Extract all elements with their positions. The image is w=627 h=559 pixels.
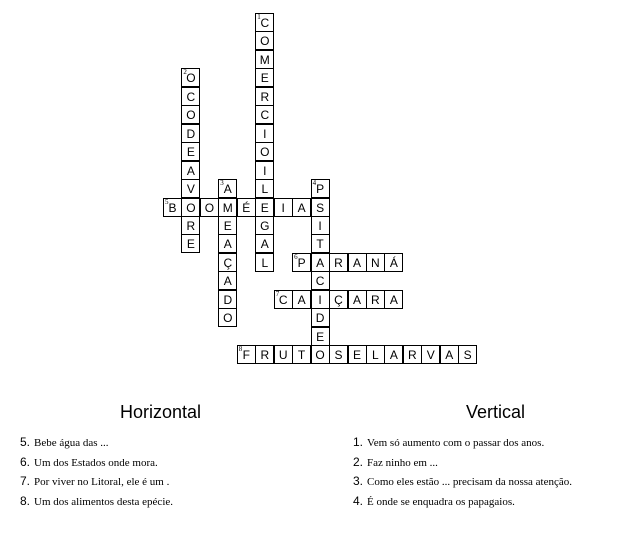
- cell-letter: R: [334, 255, 343, 270]
- clue-number: 1.: [353, 435, 364, 449]
- cell-letter: V: [426, 348, 435, 363]
- clue-item: [353, 453, 572, 473]
- crossword-cell[interactable]: [366, 345, 385, 364]
- cell-letter: A: [223, 237, 232, 252]
- horizontal-clue-list: [20, 433, 173, 511]
- clue-text: Por viver no Litoral, ele é um .: [34, 476, 170, 488]
- crossword-cell[interactable]: [311, 308, 330, 327]
- crossword-cell[interactable]: [255, 216, 274, 235]
- clue-start-number: 3: [220, 179, 224, 187]
- vertical-heading: Vertical: [466, 402, 526, 422]
- clue-start-number: 7: [275, 289, 280, 298]
- crossword-cell[interactable]: [292, 253, 311, 272]
- cell-letter: Á: [389, 255, 398, 270]
- cell-letter: R: [408, 348, 417, 363]
- crossword-cell[interactable]: [255, 142, 274, 161]
- clue-item: [353, 492, 572, 512]
- clue-item: [353, 472, 572, 492]
- cell-letter: A: [186, 163, 195, 178]
- clue-start-number: 4: [312, 179, 317, 187]
- crossword-cell[interactable]: [218, 253, 237, 272]
- crossword-cell[interactable]: [181, 161, 200, 180]
- cell-letter: É: [242, 200, 251, 215]
- horizontal-heading: Horizontal: [120, 402, 202, 422]
- crossword-cell[interactable]: [218, 216, 237, 235]
- cell-letter: L: [261, 255, 269, 270]
- crossword-cell[interactable]: [255, 198, 274, 217]
- crossword-cell[interactable]: [237, 345, 256, 364]
- crossword-cell[interactable]: [311, 345, 330, 364]
- clue-start-number: 6: [294, 252, 298, 261]
- clue-number: 6.: [20, 454, 31, 469]
- cell-letter: T: [297, 348, 306, 363]
- cell-letter: Ç: [223, 255, 233, 270]
- cell-letter: A: [297, 292, 306, 307]
- crossword-cell[interactable]: [255, 179, 274, 198]
- crossword-cell[interactable]: [348, 345, 367, 364]
- crossword-cell[interactable]: [181, 179, 200, 198]
- cell-letter: N: [371, 255, 380, 270]
- cell-letter: A: [352, 255, 361, 270]
- clue-number: 2.: [353, 454, 364, 469]
- vertical-clue-list: [353, 433, 572, 511]
- crossword-cell[interactable]: [311, 271, 330, 290]
- clue-item: [20, 492, 173, 512]
- cell-letter: E: [316, 329, 325, 344]
- clue-start-number: 1: [257, 13, 261, 21]
- crossword-cell[interactable]: [274, 345, 293, 364]
- clue-number: 3.: [353, 474, 364, 488]
- cell-letter: O: [260, 34, 270, 49]
- crossword-cell[interactable]: [255, 345, 274, 364]
- crossword-cell[interactable]: [274, 198, 293, 217]
- crossword-cell[interactable]: [218, 308, 237, 327]
- crossword-cell[interactable]: [274, 290, 293, 309]
- clue-text: Como eles estão ... precisam da nossa atenção.: [367, 476, 572, 488]
- cell-letter: V: [186, 182, 195, 196]
- cell-letter: R: [260, 348, 270, 363]
- cell-letter: I: [281, 200, 285, 215]
- crossword-cell[interactable]: [255, 234, 274, 253]
- clue-number: 5.: [20, 435, 31, 449]
- clue-text: Faz ninho em ...: [367, 456, 438, 469]
- crossword-cell[interactable]: [181, 68, 200, 87]
- cell-letter: M: [259, 52, 270, 67]
- crossword-cell[interactable]: [311, 216, 330, 235]
- cell-letter: S: [334, 348, 343, 363]
- clue-item: [353, 433, 572, 453]
- clue-item: [20, 433, 173, 453]
- crossword-cell[interactable]: [255, 161, 274, 180]
- cell-letter: L: [261, 182, 269, 196]
- crossword-cell[interactable]: [255, 105, 274, 124]
- cell-letter: O: [204, 200, 215, 215]
- crossword-cell[interactable]: [403, 345, 422, 364]
- crossword-cell[interactable]: [311, 290, 330, 309]
- cell-letter: R: [186, 218, 196, 233]
- cell-letter: U: [278, 348, 288, 363]
- crossword-cell[interactable]: [329, 253, 348, 272]
- crossword-cell[interactable]: [311, 327, 330, 346]
- clue-item: [20, 472, 173, 492]
- crossword-cell[interactable]: [458, 345, 477, 364]
- crossword-cell[interactable]: [440, 345, 459, 364]
- cell-letter: O: [186, 200, 196, 215]
- clue-text: Um dos alimentos desta epécie.: [34, 495, 174, 508]
- crossword-cell[interactable]: [366, 290, 385, 309]
- cell-letter: M: [222, 200, 233, 215]
- cell-letter: A: [389, 348, 398, 363]
- clue-item: [20, 453, 173, 473]
- crossword-cell[interactable]: [181, 105, 200, 124]
- clue-text: É onde se enquadra os papagaios.: [367, 495, 515, 508]
- cell-letter: A: [389, 292, 398, 307]
- cell-letter: O: [186, 108, 196, 123]
- crossword-cell[interactable]: [384, 345, 403, 364]
- cell-letter: S: [316, 200, 325, 215]
- cell-letter: I: [263, 126, 267, 141]
- crossword-cell[interactable]: [255, 124, 274, 143]
- cell-letter: E: [223, 218, 232, 233]
- clue-number: 8.: [20, 493, 31, 508]
- cell-letter: O: [315, 348, 325, 363]
- cell-letter: L: [372, 348, 379, 363]
- cell-letter: O: [223, 311, 233, 326]
- cell-letter: R: [260, 89, 270, 104]
- crossword-cell[interactable]: [255, 87, 274, 106]
- cell-letter: A: [297, 200, 306, 215]
- clue-text: Um dos Estados onde mora.: [34, 456, 158, 469]
- crossword-cell[interactable]: [181, 142, 200, 161]
- cell-letter: A: [223, 182, 232, 196]
- crossword-cell[interactable]: [255, 50, 274, 69]
- cell-letter: F: [242, 348, 250, 363]
- crossword-cell[interactable]: [218, 179, 237, 198]
- cell-letter: D: [315, 311, 325, 326]
- cell-letter: I: [263, 163, 267, 178]
- cell-letter: I: [318, 218, 322, 233]
- cell-letter: E: [352, 348, 361, 363]
- cell-letter: B: [168, 200, 177, 215]
- crossword-cell[interactable]: [421, 345, 440, 364]
- cell-letter: P: [297, 255, 306, 270]
- cell-letter: O: [260, 145, 270, 160]
- cell-letter: C: [278, 292, 288, 307]
- crossword-cell[interactable]: [218, 198, 237, 217]
- cell-letter: C: [260, 16, 270, 30]
- crossword-cell[interactable]: [329, 345, 348, 364]
- crossword-cell[interactable]: [311, 179, 330, 198]
- cell-letter: G: [260, 218, 270, 233]
- cell-letter: S: [463, 348, 472, 363]
- crossword-cell[interactable]: [181, 87, 200, 106]
- crossword-cell[interactable]: [384, 253, 403, 272]
- crossword-cell[interactable]: [255, 68, 274, 87]
- cell-letter: O: [186, 71, 196, 86]
- cell-letter: I: [318, 292, 322, 307]
- crossword-cell[interactable]: [348, 253, 367, 272]
- cell-letter: P: [316, 182, 325, 196]
- crossword-cell[interactable]: [181, 234, 200, 253]
- clue-number: 7.: [20, 474, 31, 488]
- crossword-cell[interactable]: [292, 198, 311, 217]
- cell-letter: Ç: [334, 292, 343, 307]
- cell-letter: R: [371, 292, 380, 307]
- crossword-cell[interactable]: [181, 124, 200, 143]
- crossword-cell[interactable]: [311, 198, 330, 217]
- cell-letter: C: [186, 89, 196, 104]
- crossword-cell[interactable]: [311, 253, 330, 272]
- crossword-cell[interactable]: [218, 234, 237, 253]
- crossword-cell[interactable]: [181, 216, 200, 235]
- crossword-cell[interactable]: [181, 198, 200, 217]
- crossword-cell[interactable]: [255, 13, 274, 32]
- cell-letter: A: [316, 255, 325, 270]
- crossword-cell[interactable]: [384, 290, 403, 309]
- clue-start-number: 8: [238, 345, 243, 354]
- cell-letter: D: [186, 126, 196, 141]
- cell-letter: D: [223, 292, 233, 307]
- cell-letter: A: [352, 292, 361, 307]
- crossword-cell[interactable]: [163, 198, 182, 217]
- cell-letter: A: [445, 348, 454, 363]
- cell-letter: T: [316, 237, 324, 252]
- crossword-cell[interactable]: [292, 345, 311, 364]
- cell-letter: E: [260, 71, 269, 86]
- crossword-cell[interactable]: [348, 290, 367, 309]
- crossword-cell[interactable]: [255, 253, 274, 272]
- cell-letter: A: [223, 274, 232, 289]
- cell-letter: E: [260, 200, 269, 215]
- cell-letter: C: [315, 274, 325, 289]
- crossword-cell[interactable]: [218, 290, 237, 309]
- cell-letter: C: [260, 108, 270, 123]
- cell-letter: A: [260, 237, 269, 252]
- crossword-cell[interactable]: [329, 290, 348, 309]
- cell-letter: E: [186, 237, 195, 252]
- clue-start-number: 5: [165, 197, 169, 206]
- crossword-cell[interactable]: [200, 198, 219, 217]
- clue-number: 4.: [353, 493, 364, 508]
- clue-text: Vem só aumento com o passar dos anos.: [367, 437, 545, 449]
- cell-letter: E: [186, 145, 195, 160]
- clue-text: Bebe água das ...: [34, 437, 109, 449]
- crossword-cell[interactable]: [218, 271, 237, 290]
- crossword-cell[interactable]: [255, 31, 274, 50]
- crossword-cell[interactable]: [292, 290, 311, 309]
- crossword-cell[interactable]: [237, 198, 256, 217]
- crossword-cell[interactable]: [366, 253, 385, 272]
- crossword-cell[interactable]: [311, 234, 330, 253]
- clue-start-number: 2: [183, 68, 187, 77]
